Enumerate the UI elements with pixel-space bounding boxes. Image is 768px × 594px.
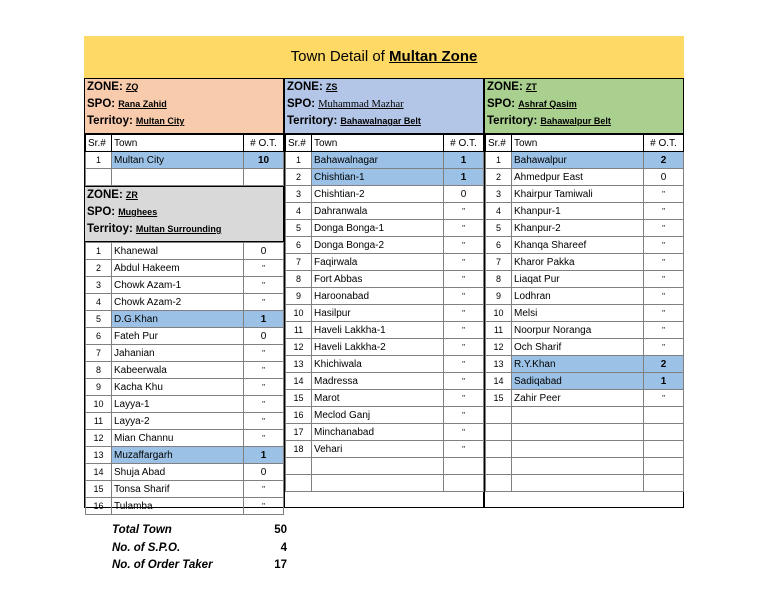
row-ot: 1 [444,152,484,169]
row-town: Layya-1 [112,396,244,413]
row-town [112,169,244,186]
row-sr: 7 [86,345,112,362]
table-row [86,345,284,362]
row-ot: " [444,237,484,254]
spo-name: Ashraf Qasim [518,99,577,109]
table-row [286,169,484,186]
row-ot [444,458,484,475]
row-sr: 8 [86,362,112,379]
row-ot: " [244,413,284,430]
table-row [286,203,484,220]
total-town-row [112,522,287,540]
row-sr: 9 [286,288,312,305]
row-sr [486,424,512,441]
row-town: Fateh Pur [112,328,244,345]
table-row [486,458,684,475]
row-sr: 8 [486,271,512,288]
table-row [86,277,284,294]
total-label: No. of Order Taker [112,559,213,571]
row-ot: " [244,430,284,447]
table-row [486,407,684,424]
row-sr [486,441,512,458]
row-ot [244,169,284,186]
row-sr: 2 [286,169,312,186]
zone-zr-rows [86,243,284,515]
row-sr: 14 [486,373,512,390]
row-sr: 16 [86,498,112,515]
row-sr: 4 [486,203,512,220]
table-row [286,407,484,424]
row-ot: " [244,294,284,311]
row-town [512,458,644,475]
spo-label: SPO: [487,98,516,110]
row-sr: 12 [486,339,512,356]
row-sr: 7 [486,254,512,271]
table-row [486,390,684,407]
row-ot: " [244,481,284,498]
row-town: Chowk Azam-1 [112,277,244,294]
row-ot: 1 [244,447,284,464]
row-town: Hasilpur [312,305,444,322]
table-row [86,447,284,464]
col-header-town: Town [512,135,644,152]
zone-label: ZONE: [87,81,123,93]
table-row [486,305,684,322]
row-ot: " [644,390,684,407]
row-ot: " [444,271,484,288]
row-sr: 4 [86,294,112,311]
col-header-sr: Sr.# [86,135,112,152]
row-sr [486,458,512,475]
total-value: 17 [274,559,287,571]
row-town [312,458,444,475]
zone-label: ZONE: [287,81,323,93]
row-ot: " [644,339,684,356]
table-header-row [486,135,684,152]
table-row [86,152,284,169]
row-town: Khanpur-2 [512,220,644,237]
col-header-town: Town [312,135,444,152]
row-ot: " [244,498,284,515]
row-ot: " [444,407,484,424]
row-sr: 9 [486,288,512,305]
table-row [286,322,484,339]
zone-zt-header [485,78,683,134]
table-row [286,356,484,373]
zone-zs-rows [286,152,484,492]
spo-label: SPO: [87,98,116,110]
table-row [86,328,284,345]
row-sr: 9 [86,379,112,396]
table-row [86,311,284,328]
row-town: Khanewal [112,243,244,260]
table-row [286,373,484,390]
row-ot: " [444,288,484,305]
row-sr: 1 [86,243,112,260]
table-row [86,260,284,277]
zone-zs-table [285,134,484,492]
spo-name: Mughees [118,207,158,217]
row-sr [486,407,512,424]
row-ot: " [644,203,684,220]
row-ot [644,441,684,458]
row-town: Haveli Lakkha-1 [312,322,444,339]
zone-code: ZT [525,82,537,92]
row-town: Zahir Peer [512,390,644,407]
row-town: R.Y.Khan [512,356,644,373]
territory-name: Bahawalnagar Belt [340,116,421,126]
row-town: Ahmedpur East [512,169,644,186]
row-sr: 11 [86,413,112,430]
row-ot: " [444,339,484,356]
row-town: Donga Bonga-2 [312,237,444,254]
row-ot: " [644,237,684,254]
table-row [486,186,684,203]
row-town: Khairpur Tamiwali [512,186,644,203]
col-header-ot: # O.T. [444,135,484,152]
row-ot: " [444,441,484,458]
col-header-sr: Sr.# [286,135,312,152]
row-ot: " [244,260,284,277]
row-sr: 3 [486,186,512,203]
row-sr: 15 [86,481,112,498]
row-town [312,475,444,492]
row-town: Dahranwala [312,203,444,220]
row-town: Haroonabad [312,288,444,305]
row-town [512,407,644,424]
col-header-sr: Sr.# [486,135,512,152]
table-row [86,464,284,481]
row-town: Bahawalnagar [312,152,444,169]
row-ot: " [644,186,684,203]
row-sr: 2 [86,260,112,277]
table-row [286,220,484,237]
row-ot: 0 [244,464,284,481]
table-row [286,458,484,475]
row-sr: 1 [86,152,112,169]
row-ot: " [444,220,484,237]
page-title [84,36,684,78]
zone-zs-header [285,78,483,134]
spo-label: SPO: [87,206,116,218]
row-town: Khichiwala [312,356,444,373]
row-ot: " [444,356,484,373]
row-sr: 6 [86,328,112,345]
row-sr: 16 [286,407,312,424]
table-row [486,169,684,186]
territory-label: Territoy: [87,115,133,127]
row-sr: 15 [286,390,312,407]
table-row [286,441,484,458]
table-row [86,362,284,379]
col-header-town: Town [112,135,244,152]
row-town: Donga Bonga-1 [312,220,444,237]
table-row [86,430,284,447]
row-sr: 13 [486,356,512,373]
zone-zq-panel [84,78,284,512]
row-town: Madressa [312,373,444,390]
row-town: Shuja Abad [112,464,244,481]
table-row [86,396,284,413]
row-sr: 13 [86,447,112,464]
table-header-row [286,135,484,152]
table-row [486,475,684,492]
row-ot [644,424,684,441]
zone-zs-panel [284,78,484,508]
row-sr: 5 [286,220,312,237]
zone-code: ZQ [125,82,139,92]
row-sr: 12 [286,339,312,356]
row-ot: " [444,322,484,339]
table-row [486,356,684,373]
spo-name: Muhammad Mazhar [318,99,404,110]
row-town: Muzaffargarh [112,447,244,464]
row-ot: " [244,362,284,379]
zone-zr-header [85,186,283,242]
zone-zt-table [485,134,684,492]
row-ot: 1 [244,311,284,328]
row-sr: 10 [286,305,312,322]
row-sr: 13 [286,356,312,373]
row-ot [644,458,684,475]
table-row [486,237,684,254]
totals-summary [112,522,287,575]
row-ot: 1 [644,373,684,390]
row-town: D.G.Khan [112,311,244,328]
table-row [486,152,684,169]
territory-label: Territory: [487,115,538,127]
row-sr: 14 [86,464,112,481]
row-sr: 8 [286,271,312,288]
row-town: Chishtian-1 [312,169,444,186]
row-ot: " [644,322,684,339]
row-ot: " [644,220,684,237]
row-town: Chowk Azam-2 [112,294,244,311]
row-sr: 14 [286,373,312,390]
row-sr: 15 [486,390,512,407]
row-town: Faqirwala [312,254,444,271]
row-town: Haveli Lakkha-2 [312,339,444,356]
total-label: Total Town [112,524,172,536]
row-ot: " [244,277,284,294]
row-ot: " [244,379,284,396]
territory-label: Territoy: [87,223,133,235]
table-row [286,152,484,169]
total-value: 4 [280,541,287,554]
row-town: Sadiqabad [512,373,644,390]
table-row [86,169,284,186]
row-town: Noorpur Noranga [512,322,644,339]
row-sr: 5 [486,220,512,237]
table-row [286,237,484,254]
table-row [486,373,684,390]
row-sr: 5 [86,311,112,328]
row-sr: 18 [286,441,312,458]
row-sr: 10 [86,396,112,413]
row-ot: 0 [644,169,684,186]
row-ot: 0 [244,328,284,345]
row-sr: 7 [286,254,312,271]
spo-label: SPO: [287,98,316,110]
row-ot: " [444,203,484,220]
row-sr [286,458,312,475]
row-town: Meclod Ganj [312,407,444,424]
row-town: Marot [312,390,444,407]
zone-zr-table [85,242,284,515]
table-row [486,339,684,356]
table-row [86,413,284,430]
zone-zq-table [85,134,284,186]
row-town: Minchanabad [312,424,444,441]
zone-zt-panel [484,78,684,508]
row-town: Och Sharif [512,339,644,356]
row-ot: " [444,390,484,407]
row-ot: 0 [444,186,484,203]
total-spo-row [112,540,287,558]
table-row [286,339,484,356]
row-ot: 0 [244,243,284,260]
row-town: Kacha Khu [112,379,244,396]
row-sr [86,169,112,186]
table-row [486,288,684,305]
row-town: Vehari [312,441,444,458]
row-sr: 4 [286,203,312,220]
row-town: Melsi [512,305,644,322]
table-row [286,254,484,271]
total-label: No. of S.P.O. [112,541,181,554]
row-sr: 2 [486,169,512,186]
table-row [486,441,684,458]
table-row [286,390,484,407]
table-row [86,243,284,260]
zone-label: ZONE: [487,81,523,93]
row-ot [644,475,684,492]
row-town: Multan City [112,152,244,169]
row-town: Jahanian [112,345,244,362]
row-town [512,475,644,492]
table-row [286,305,484,322]
table-row [486,254,684,271]
row-ot: 2 [644,356,684,373]
title-zone-name: Multan Zone [389,48,478,65]
row-ot: " [444,254,484,271]
total-order-taker-row [112,557,287,575]
row-town: Layya-2 [112,413,244,430]
row-ot: " [644,271,684,288]
row-ot: " [444,305,484,322]
row-sr [486,475,512,492]
territory-name: Multan Surrounding [135,224,222,234]
row-town: Tulamba [112,498,244,515]
table-row [286,271,484,288]
row-sr: 6 [286,237,312,254]
zone-zq-rows [86,152,284,186]
row-sr: 12 [86,430,112,447]
row-sr: 10 [486,305,512,322]
row-town: Abdul Hakeem [112,260,244,277]
row-town: Kabeerwala [112,362,244,379]
row-ot: " [644,288,684,305]
row-ot: " [244,396,284,413]
zone-zq-header [85,78,283,134]
table-row [86,498,284,515]
row-ot [644,407,684,424]
zone-zt-rows [486,152,684,492]
row-sr: 1 [486,152,512,169]
row-ot: " [644,254,684,271]
row-sr: 3 [286,186,312,203]
row-ot: 10 [244,152,284,169]
row-town: Mian Channu [112,430,244,447]
row-sr: 1 [286,152,312,169]
zone-code: ZR [125,190,138,200]
row-town [512,441,644,458]
row-ot: 2 [644,152,684,169]
row-town: Khanqa Shareef [512,237,644,254]
row-sr: 6 [486,237,512,254]
row-town [512,424,644,441]
row-town: Lodhran [512,288,644,305]
row-ot: " [444,373,484,390]
zone-label: ZONE: [87,189,123,201]
row-sr [286,475,312,492]
total-value: 50 [274,524,287,536]
table-row [86,294,284,311]
table-row [86,481,284,498]
table-row [286,186,484,203]
zone-code: ZS [325,82,338,92]
row-sr: 3 [86,277,112,294]
row-town: Kharor Pakka [512,254,644,271]
row-ot: " [444,424,484,441]
row-sr: 17 [286,424,312,441]
col-header-ot: # O.T. [244,135,284,152]
row-town: Khanpur-1 [512,203,644,220]
territory-name: Multan City [135,116,185,126]
table-row [286,288,484,305]
table-row [486,271,684,288]
table-row [286,424,484,441]
row-ot: " [644,305,684,322]
table-header-row [86,135,284,152]
row-town: Chishtian-2 [312,186,444,203]
spo-name: Rana Zahid [118,99,167,109]
row-town: Bahawalpur [512,152,644,169]
row-town: Fort Abbas [312,271,444,288]
row-ot: " [244,345,284,362]
row-sr: 11 [286,322,312,339]
row-town: Tonsa Sharif [112,481,244,498]
table-row [286,475,484,492]
table-row [486,220,684,237]
table-row [486,424,684,441]
table-row [86,379,284,396]
col-header-ot: # O.T. [644,135,684,152]
row-sr: 11 [486,322,512,339]
territory-label: Territory: [287,115,338,127]
row-ot [444,475,484,492]
row-ot: 1 [444,169,484,186]
row-town: Liaqat Pur [512,271,644,288]
territory-name: Bahawalpur Belt [540,116,611,126]
title-prefix: Town Detail of [290,48,390,65]
table-row [486,322,684,339]
table-row [486,203,684,220]
